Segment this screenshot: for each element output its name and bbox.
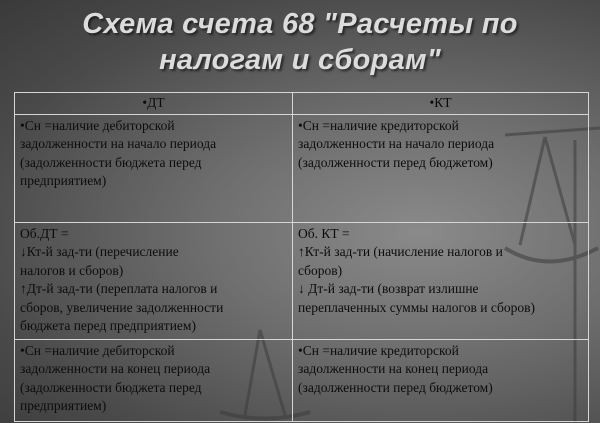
cell-text-line: задолженности на конец периода — [298, 361, 489, 376]
cell-text-line: ↓ Дт-й зад-ти (возврат излишне — [298, 281, 479, 296]
cell-text-line: сборов, увеличение задолженности — [20, 299, 224, 315]
cell-text-line: (задолженности бюджета перед — [20, 154, 202, 170]
cell-text-line: •Сн =наличие кредиторской — [298, 117, 459, 133]
debit-opening-balance-cell — [15, 114, 293, 222]
cell-text-line: ↑Дт-й зад-ти (переплата налогов и — [20, 281, 218, 296]
cell-text-line: (задолженности перед бюджетом) — [298, 379, 493, 395]
header-debit: •ДТ — [15, 93, 293, 115]
table-row-turnover — [15, 222, 589, 339]
cell-text-line: (задолженности бюджета перед — [20, 379, 202, 395]
cell-text-line: •Сн =наличие дебиторской — [20, 342, 175, 358]
account-scheme-table — [14, 92, 589, 422]
title-line-1: Схема счета 68 "Расчеты по — [82, 8, 518, 40]
cell-text-line: задолженности на конец периода — [20, 361, 211, 376]
cell-text-line: •Сн =наличие дебиторской — [20, 117, 175, 133]
cell-text-line: •Сн =наличие кредиторской — [298, 342, 459, 358]
cell-text-line: Об.ДТ = — [20, 225, 69, 241]
page-title — [10, 6, 590, 78]
cell-text-line: ↓Кт-й зад-ти (перечисление — [20, 244, 179, 259]
table-row-closing-balance — [15, 339, 589, 421]
debit-closing-balance-cell — [15, 339, 293, 421]
cell-text-line: Об. КТ = — [298, 225, 350, 241]
table-header-row — [15, 93, 589, 115]
cell-text-line: бюджета перед предприятием) — [20, 318, 196, 333]
cell-text-line: (задолженности перед бюджетом) — [298, 154, 493, 170]
cell-text-line: налогов и сборов) — [20, 262, 124, 278]
cell-text-line: ↑Кт-й зад-ти (начисление налогов и — [298, 244, 503, 259]
table-row-opening-balance — [15, 114, 589, 222]
header-credit: •КТ — [293, 93, 589, 115]
cell-text-line: переплаченных суммы налогов и сборов) — [298, 299, 535, 315]
debit-turnover-cell — [15, 222, 293, 339]
cell-text-line: предприятием) — [20, 398, 107, 413]
credit-turnover-cell — [293, 222, 589, 339]
credit-closing-balance-cell — [293, 339, 589, 421]
cell-text-line: предприятием) — [20, 173, 107, 188]
cell-text-line: сборов) — [298, 262, 343, 278]
cell-text-line: задолженности на начало периода — [20, 136, 217, 151]
title-line-2: налогам и сборам" — [159, 44, 441, 76]
cell-text-line: задолженности на начало периода — [298, 136, 495, 151]
credit-opening-balance-cell — [293, 114, 589, 222]
